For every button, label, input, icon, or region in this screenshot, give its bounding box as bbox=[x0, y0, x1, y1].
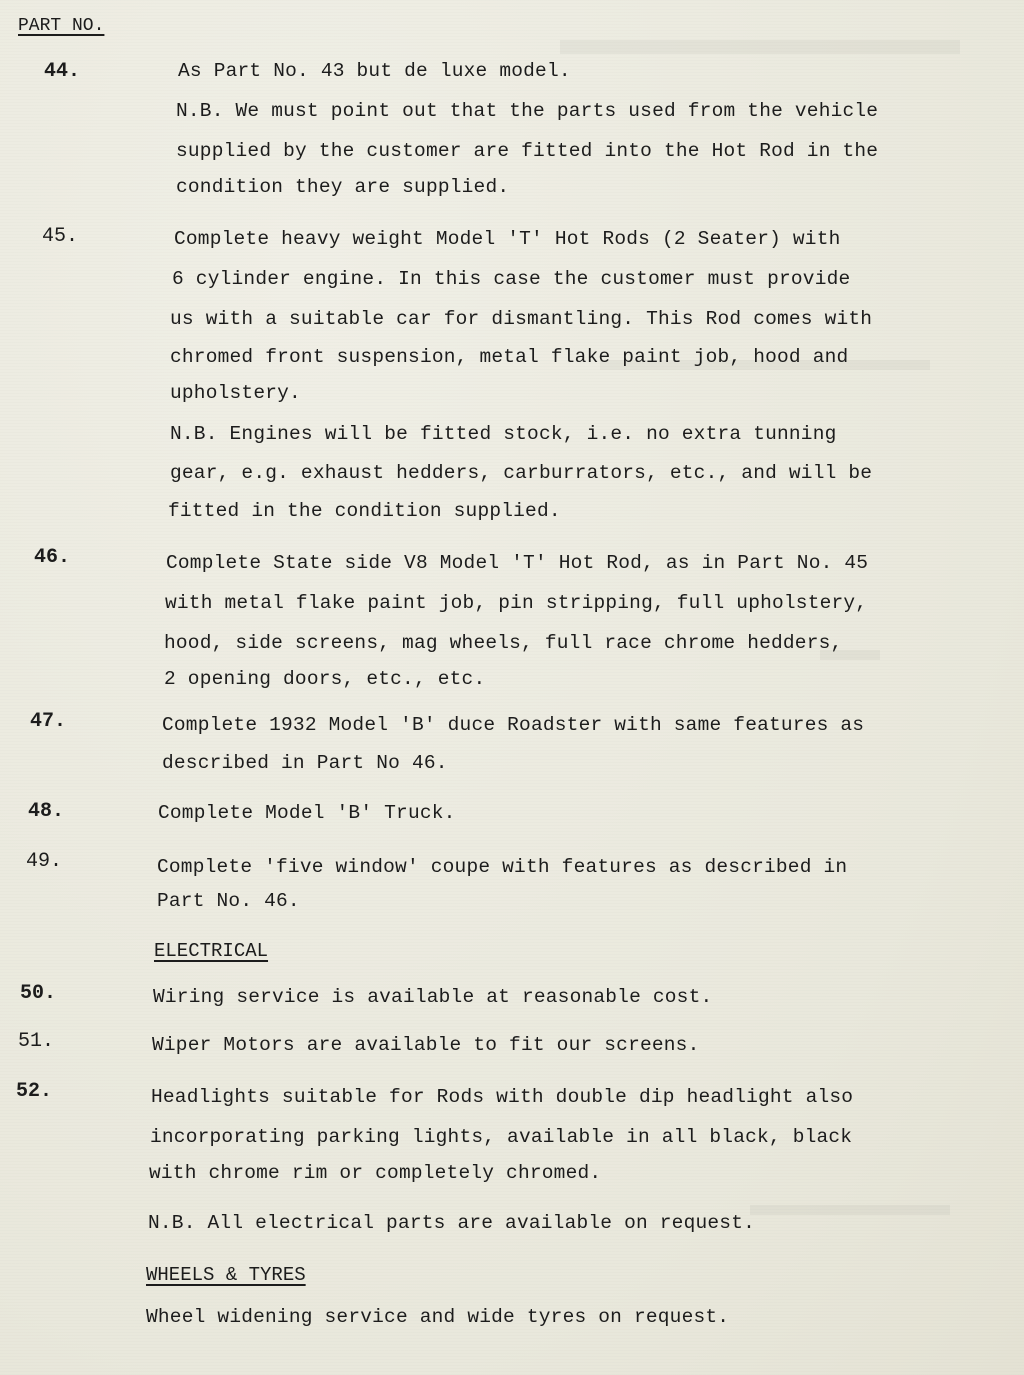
wheels-tyres-heading: WHEELS & TYRES bbox=[146, 1264, 306, 1286]
part-description-line: described in Part No 46. bbox=[162, 752, 448, 774]
part-description-line: condition they are supplied. bbox=[176, 176, 510, 198]
part-number: 44. bbox=[44, 60, 81, 83]
part-description-line: fitted in the condition supplied. bbox=[168, 500, 561, 522]
part-description-line: us with a suitable car for dismantling. This Rod comes with bbox=[170, 308, 873, 330]
show-through-texture bbox=[560, 40, 960, 54]
part-number: 45. bbox=[42, 225, 79, 248]
electrical-note: N.B. All electrical parts are available on request. bbox=[148, 1212, 755, 1234]
part-description-line: Part No. 46. bbox=[157, 890, 300, 912]
part-description-line: Complete State side V8 Model 'T' Hot Rod, as in Part No. 45 bbox=[166, 552, 869, 574]
electrical-heading: ELECTRICAL bbox=[154, 940, 269, 962]
part-description-line: with metal flake paint job, pin stripping, full upholstery, bbox=[165, 592, 868, 614]
part-number: 50. bbox=[20, 982, 57, 1005]
wheels-tyres-text: Wheel widening service and wide tyres on request. bbox=[146, 1306, 730, 1328]
part-description-line: Complete Model 'B' Truck. bbox=[158, 802, 456, 824]
part-description-line: N.B. Engines will be fitted stock, i.e. no extra tunning bbox=[170, 423, 837, 445]
part-description-line: chromed front suspension, metal flake paint job, hood and bbox=[170, 346, 849, 368]
part-description-line: Headlights suitable for Rods with double dip headlight also bbox=[151, 1086, 854, 1108]
part-description-line: upholstery. bbox=[170, 382, 301, 404]
part-description-line: with chrome rim or completely chromed. bbox=[149, 1162, 602, 1184]
part-description-line: Complete heavy weight Model 'T' Hot Rods (2 Seater) with bbox=[174, 228, 841, 250]
part-description-line: 2 opening doors, etc., etc. bbox=[164, 668, 486, 690]
part-description-line: Wiring service is available at reasonable cost. bbox=[153, 986, 713, 1008]
part-number: 52. bbox=[16, 1080, 53, 1103]
part-description-line: gear, e.g. exhaust hedders, carburrators, etc., and will be bbox=[170, 462, 873, 484]
part-description-line: supplied by the customer are fitted into the Hot Rod in the bbox=[176, 140, 879, 162]
part-number: 46. bbox=[34, 546, 71, 569]
show-through-texture bbox=[750, 1205, 950, 1215]
part-description-line: Complete 'five window' coupe with features as described in bbox=[157, 856, 848, 878]
part-description-line: N.B. We must point out that the parts used from the vehicle bbox=[176, 100, 879, 122]
part-description-line: Wiper Motors are available to fit our screens. bbox=[152, 1034, 700, 1056]
part-number: 49. bbox=[26, 850, 63, 873]
part-description-line: hood, side screens, mag wheels, full race chrome hedders, bbox=[164, 632, 843, 654]
part-description-line: As Part No. 43 but de luxe model. bbox=[178, 60, 571, 82]
part-description-line: Complete 1932 Model 'B' duce Roadster with same features as bbox=[162, 714, 865, 736]
part-number: 47. bbox=[30, 710, 67, 733]
part-description-line: 6 cylinder engine. In this case the customer must provide bbox=[172, 268, 851, 290]
part-number: 51. bbox=[18, 1030, 55, 1053]
part-no-heading: PART NO. bbox=[18, 16, 105, 36]
part-number: 48. bbox=[28, 800, 65, 823]
part-description-line: incorporating parking lights, available in all black, black bbox=[150, 1126, 853, 1148]
